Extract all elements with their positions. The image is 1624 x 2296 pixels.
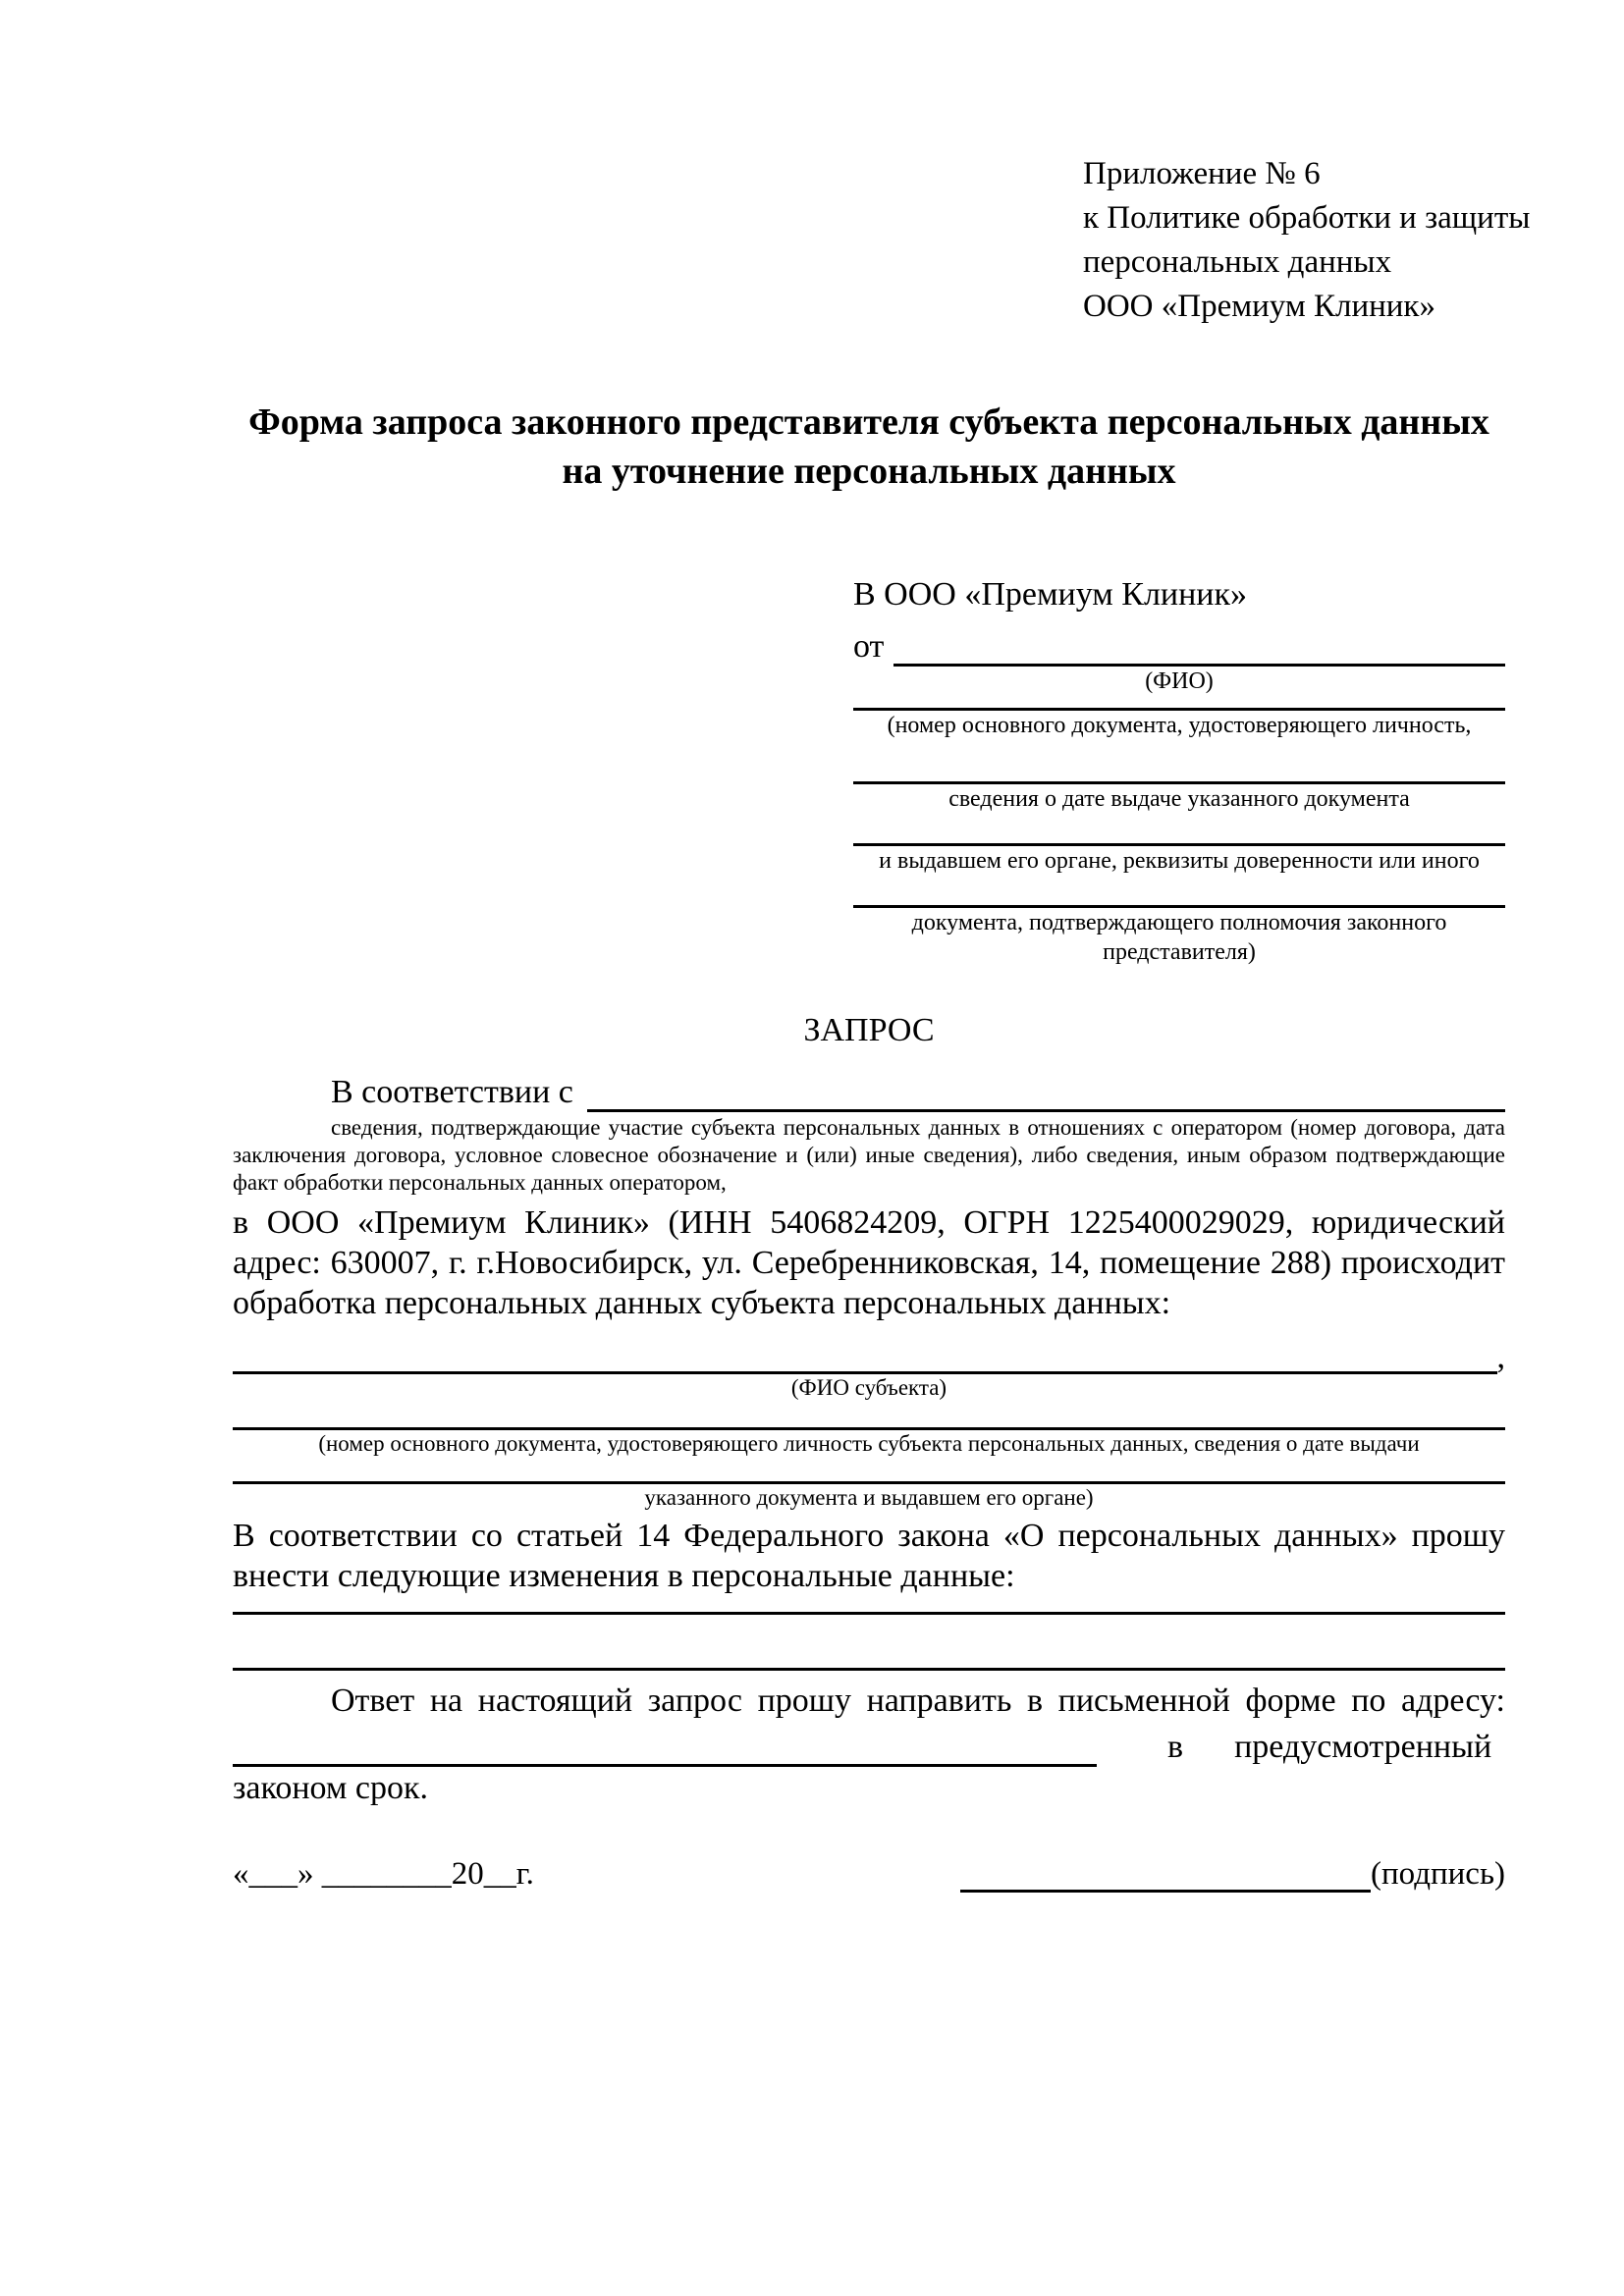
blank-caption-2: сведения о дате выдаче указанного документа	[948, 786, 1410, 812]
answer-line-1: Ответ на настоящий запрос прошу направить в письменной форме по адресу:	[331, 1682, 1505, 1719]
header-note-line-2: к Политике обработки и защиты	[1083, 200, 1531, 236]
trailing-comma: ,	[1496, 1339, 1505, 1375]
footer-row	[233, 1855, 1505, 1893]
header-note-line-4: ООО «Премиум Клиник»	[1083, 289, 1435, 324]
blank-line-signature	[960, 1859, 1371, 1893]
date-line: «___» ________20__г.	[233, 1856, 534, 1892]
header-note	[1083, 152, 1531, 329]
law-paragraph: В соответствии со статьей 14 Федерального закона «О персональных данных» прошу внести следующие изменения в персональные данные:	[233, 1518, 1505, 1594]
header-note-line-3: персональных данных	[1083, 244, 1392, 280]
intro-prefix: В соответствии с	[331, 1074, 573, 1110]
subject-doc-caption-1: (номер основного документа, удостоверяющего личность субъекта персональных данных, сведения о дате выдачи	[318, 1431, 1420, 1456]
blank-caption-4: документа, подтверждающего полномочия законного представителя)	[911, 910, 1447, 965]
signature-group	[960, 1855, 1505, 1893]
blank-caption-1: (номер основного документа, удостоверяющего личность,	[887, 713, 1472, 738]
header-note-line-1: Приложение № 6	[1083, 156, 1321, 191]
blank-line-changes-1	[233, 1612, 1505, 1615]
blank-line-subject-fio	[233, 1339, 1497, 1374]
operator-paragraph: в ООО «Премиум Клиник» (ИНН 5406824209, ОГРН 1225400029029, юридический адрес: 630007, г. г.Новосибирск, ул. Серебренниковская, 14, помещение 288) происходит обработка персональных данных субъекта персональных данных:	[233, 1204, 1505, 1321]
fio-caption: (ФИО)	[1145, 668, 1214, 694]
addressee-to: В ООО «Премиум Клиник»	[853, 576, 1248, 613]
blank-line-changes-2	[233, 1668, 1505, 1671]
intro-row	[233, 1067, 1505, 1112]
from-row	[853, 617, 1505, 667]
request-heading: ЗАПРОС	[803, 1012, 935, 1048]
subject-fio-row	[233, 1337, 1505, 1374]
page-title	[233, 398, 1505, 496]
blank-line-fio	[893, 631, 1505, 667]
from-label: от	[853, 628, 885, 665]
subject-fio-caption: (ФИО субъекта)	[790, 1375, 947, 1400]
blank-line-basis	[587, 1077, 1505, 1112]
answer-word-predusmotrenny: предусмотренный	[1234, 1729, 1492, 1765]
answer-line-3: законом срок.	[233, 1770, 428, 1806]
answer-word-v: в	[1167, 1729, 1184, 1765]
answer-line-2	[233, 1722, 1505, 1767]
blank-line-address	[233, 1732, 1097, 1767]
blank-caption-3: и выдавшем его органе, реквизиты доверенности или иного	[879, 848, 1480, 874]
page-title-line-1: Форма запроса законного представителя субъекта персональных данных	[248, 401, 1489, 443]
addressee-block	[853, 572, 1505, 967]
signature-caption: (подпись)	[1371, 1856, 1505, 1892]
subject-doc-caption-2: указанного документа и выдавшем его органе)	[644, 1485, 1094, 1510]
page-title-line-2: на уточнение персональных данных	[562, 451, 1176, 492]
fine-print: сведения, подтверждающие участие субъекта персональных данных в отношениях с оператором (номер договора, дата заключения договора, условное словесное обозначение и (или) иные сведения), либо сведения, иным образом подтверждающие факт обработки персональных данных оператором,	[233, 1115, 1505, 1195]
